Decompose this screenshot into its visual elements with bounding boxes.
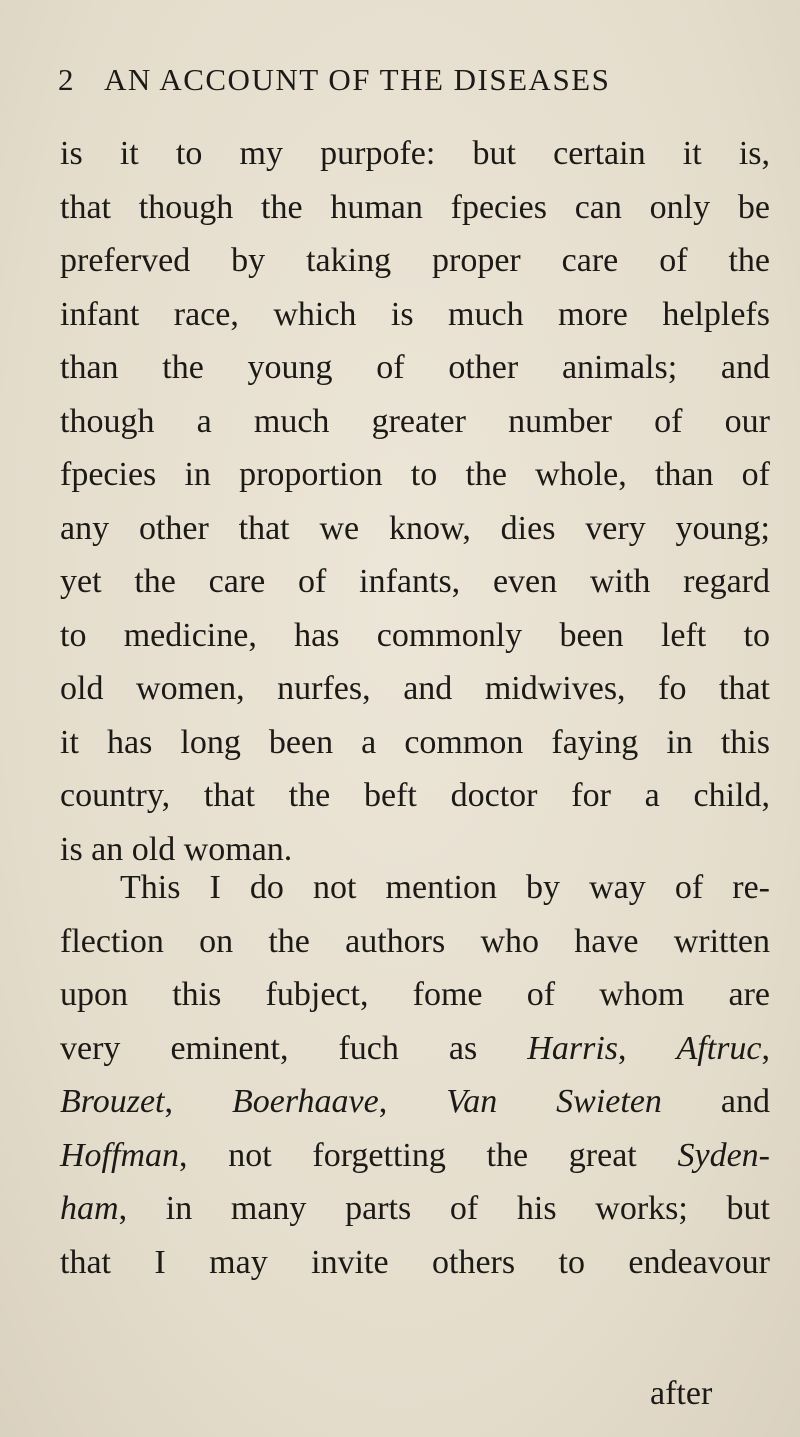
text-line: ham, in many parts of his works; but [60, 1190, 770, 1227]
text-line: old women, nurfes, and midwives, fo that [60, 670, 770, 707]
text-line: yet the care of infants, even with regard [60, 563, 770, 600]
text-line: is an old woman. [60, 830, 293, 868]
text-line: that I may invite others to endeavour [60, 1243, 770, 1281]
text-line: preferved by taking proper care of the [60, 242, 770, 279]
text-line: infant race, which is much more helplefs [60, 295, 770, 333]
text-line: Brouzet, Boerhaave, Van Swieten and [60, 1083, 771, 1120]
text-line: upon this fubject, fome of whom are [60, 976, 770, 1013]
text-line: flection on the authors who have written [60, 922, 770, 960]
page-number: 2 [58, 62, 75, 97]
text-line: fpecies in proportion to the whole, than of [60, 456, 770, 493]
text-line: that though the human fpecies can only be [60, 188, 770, 226]
page-header [58, 62, 760, 106]
text-line: Hoffman, not forgetting the great Syden- [60, 1136, 770, 1174]
text-line: to medicine, has commonly been left to [60, 616, 770, 654]
paragraph-2 [60, 861, 770, 1289]
text-line: any other that we know, dies very young; [60, 509, 770, 547]
text-line: is it to my purpofe: but certain it is, [60, 135, 770, 172]
text-line: than the young of other animals; and [60, 349, 770, 386]
text-line: country, that the beft doctor for a child, [60, 777, 770, 814]
catchword: after [650, 1375, 713, 1412]
text-line: This I do not mention by way of re- [120, 869, 770, 906]
text-line: though a much greater number of our [60, 402, 770, 440]
text-line: very eminent, fuch as Harris, Aftruc, [60, 1029, 771, 1067]
text-line: it has long been a common faying in this [60, 723, 770, 761]
running-head: AN ACCOUNT OF THE DISEASES [104, 62, 611, 97]
paragraph-1 [60, 127, 770, 876]
